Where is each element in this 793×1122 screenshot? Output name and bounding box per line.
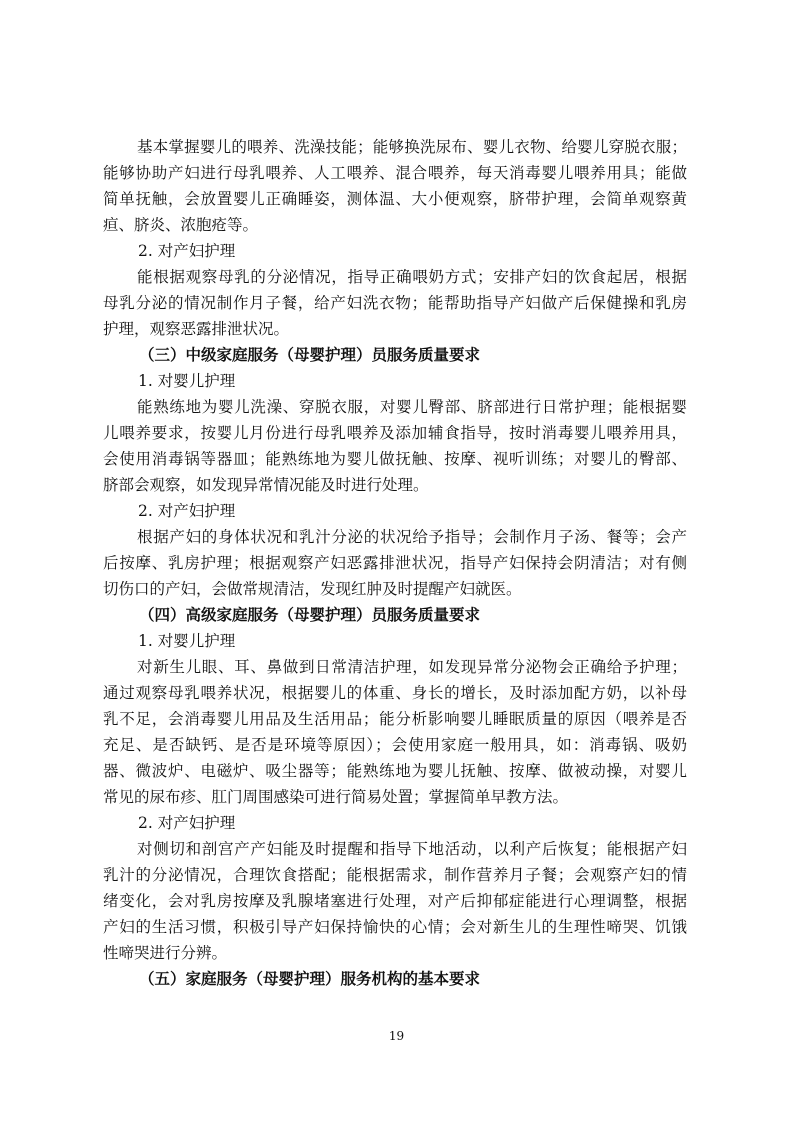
subsection-title: 1. 对婴儿护理 — [138, 632, 236, 650]
subsection-title: 2. 对产妇护理 — [138, 242, 236, 260]
paragraph-line: 切伤口的产妇，会做常规清洁，发现红肿及时提醒产妇就医。 — [103, 580, 522, 598]
paragraph-line: 脐部会观察，如发现异常情况能及时进行处理。 — [103, 476, 429, 494]
paragraph-line: 通过观察母乳喂养状况，根据婴儿的体重、身长的增长，及时添加配方奶，以补母 — [103, 684, 687, 702]
page-content — [103, 134, 687, 992]
paragraph-line: 护理，观察恶露排泄状况。 — [103, 320, 290, 338]
paragraph-line: 会使用消毒锅等器皿；能熟练地为婴儿做抚触、按摩、视听训练；对婴儿的臀部、 — [103, 450, 687, 468]
paragraph-line: 根据产妇的身体状况和乳汁分泌的状况给予指导；会制作月子汤、餐等；会产 — [137, 528, 687, 546]
paragraph-line: 常见的尿布疹、肛门周围感染可进行简易处置；掌握简单早教方法。 — [103, 788, 569, 806]
paragraph-line: 乳不足，会消毒婴儿用品及生活用品；能分析影响婴儿睡眠质量的原因（喂养是否 — [103, 710, 687, 728]
subsection-title: 2. 对产妇护理 — [138, 502, 236, 520]
section-heading: （四）高级家庭服务（母婴护理）员服务质量要求 — [139, 605, 481, 624]
subsection-title: 2. 对产妇护理 — [138, 814, 236, 832]
paragraph-line: 绪变化，会对乳房按摩及乳腺堵塞进行处理，对产后抑郁症能进行心理调整，根据 — [103, 892, 687, 910]
paragraph-line: 器、微波炉、电磁炉、吸尘器等；能熟练地为婴儿抚触、按摩、做被动操，对婴儿 — [103, 762, 687, 780]
paragraph-line: 简单抚触，会放置婴儿正确睡姿，测体温、大小便观察，脐带护理，会简单观察黄 — [103, 190, 687, 208]
paragraph-line: 对新生儿眼、耳、鼻做到日常清洁护理，如发现异常分泌物会正确给予护理； — [137, 658, 687, 676]
paragraph-line: 能熟练地为婴儿洗澡、穿脱衣服，对婴儿臀部、脐部进行日常护理；能根据婴 — [137, 398, 687, 416]
paragraph-line: 充足、是否缺钙、是否是环境等原因）；会使用家庭一般用具，如：消毒锅、吸奶 — [103, 736, 687, 754]
subsection-title: 1. 对婴儿护理 — [138, 372, 236, 390]
paragraph-line: 产妇的生活习惯，积极引导产妇保持愉快的心情；会对新生儿的生理性啼哭、饥饿 — [103, 918, 687, 936]
paragraph-line: 疸、脐炎、浓胞疮等。 — [103, 216, 259, 234]
paragraph-line: 乳汁的分泌情况，合理饮食搭配；能根据需求，制作营养月子餐；会观察产妇的情 — [103, 866, 687, 884]
paragraph-line: 对侧切和剖宫产产妇能及时提醒和指导下地活动，以利产后恢复；能根据产妇 — [137, 840, 687, 858]
paragraph-line: 性啼哭进行分辨。 — [103, 944, 228, 962]
section-heading: （三）中级家庭服务（母婴护理）员服务质量要求 — [139, 345, 481, 364]
section-heading: （五）家庭服务（母婴护理）服务机构的基本要求 — [139, 969, 481, 988]
paragraph-line: 后按摩、乳房护理；根据观察产妇恶露排泄状况，指导产妇保持会阴清洁；对有侧 — [103, 554, 687, 572]
paragraph-line: 儿喂养要求，按婴儿月份进行母乳喂养及添加辅食指导，按时消毒婴儿喂养用具， — [103, 424, 687, 442]
paragraph-line: 母乳分泌的情况制作月子餐，给产妇洗衣物；能帮助指导产妇做产后保健操和乳房 — [103, 294, 687, 312]
paragraph-line: 基本掌握婴儿的喂养、洗澡技能；能够换洗尿布、婴儿衣物、给婴儿穿脱衣服； — [137, 138, 687, 156]
paragraph-line: 能够协助产妇进行母乳喂养、人工喂养、混合喂养，每天消毒婴儿喂养用具；能做 — [103, 164, 687, 182]
page-number: 19 — [388, 1029, 405, 1043]
paragraph-line: 能根据观察母乳的分泌情况，指导正确喂奶方式；安排产妇的饮食起居，根据 — [137, 268, 687, 286]
